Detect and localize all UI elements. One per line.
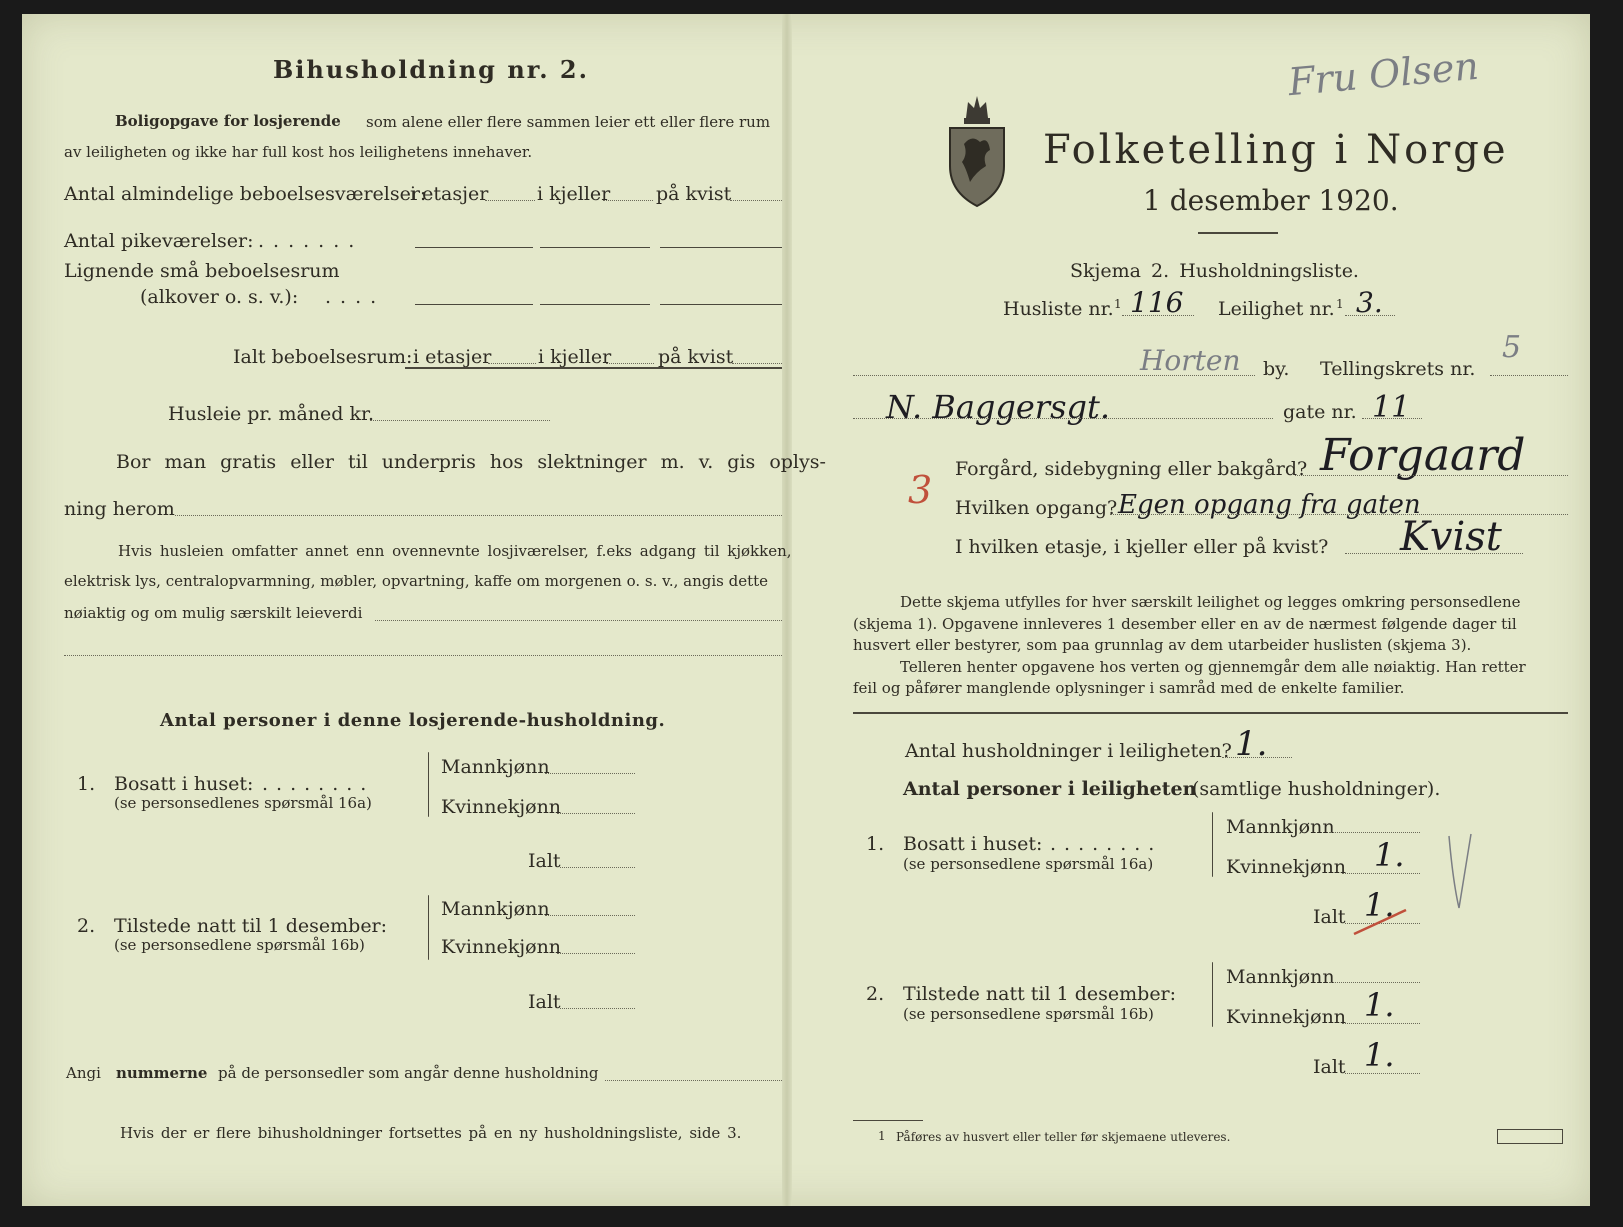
leilighet-sup: 1	[1336, 297, 1344, 311]
right-q2-kvinne-value[interactable]: 1.	[1364, 986, 1395, 1024]
info1-line1: Dette skjema utfylles for hver særskilt leilighet og legges omkring personsedlene	[900, 593, 1521, 611]
krets-value[interactable]: 5	[1502, 330, 1522, 365]
alkover-kjeller-field[interactable]	[540, 304, 650, 305]
opgang-label: Hvilken opgang?	[955, 497, 1118, 519]
left-q2-sub: (se personsedlene spørsmål 16b)	[114, 936, 365, 954]
left-q1-kvinne: Kvinnekjønn	[441, 796, 562, 818]
by-value[interactable]: Horten	[1140, 344, 1241, 377]
hush-field	[1222, 757, 1292, 758]
info1-line3: husvert eller bestyrer, som paa grunnlag av dem utarbeider huslisten (skjema 3).	[853, 636, 1472, 654]
husliste-label: Husliste nr.	[1003, 298, 1114, 320]
intro-line2: av leiligheten og ikke har full kost hos leilighetens innehaver.	[64, 143, 533, 161]
left-q2-label: Tilstede natt til 1 desember:	[114, 915, 388, 937]
leilighet-field	[1345, 315, 1395, 316]
husleien-field-2[interactable]	[64, 655, 782, 656]
angi-post: på de personsedler som angår denne husholdning	[218, 1064, 599, 1082]
pike-etasjer-field[interactable]	[415, 247, 533, 248]
husleien-line2: elektrisk lys, centralopvarmning, møbler, opvartning, kaffe om morgenen o. s. v., angis dette	[64, 572, 769, 590]
right-q1-label: Bosatt i huset:	[903, 833, 1043, 855]
alkover-leader: ....	[325, 286, 386, 308]
gate-value[interactable]: N. Baggersgt.	[886, 388, 1111, 426]
right-q1-num: 1.	[866, 833, 885, 855]
rooms-etasjer: i etasjer	[410, 183, 489, 205]
right-q1-mann: Mannkjønn	[1226, 816, 1335, 838]
pike-label: Antal pikeværelser:	[64, 230, 254, 252]
right-date: 1 desember 1920.	[1143, 184, 1399, 217]
small-rooms-label: Lignende små beboelsesrum	[64, 260, 340, 282]
right-persons-bold: Antal personer i leiligheten	[903, 778, 1197, 800]
etasje-label: I hvilken etasje, i kjeller eller på kvist?	[955, 536, 1329, 558]
left-q2-mann: Mannkjønn	[441, 898, 550, 920]
ialt-kvist: på kvist	[658, 346, 734, 368]
etasje-field	[1345, 553, 1523, 554]
red-check-icon	[1352, 906, 1408, 936]
left-q2-ialt-field[interactable]	[560, 1008, 635, 1009]
husliste-value[interactable]: 116	[1130, 286, 1184, 319]
pike-kjeller-field[interactable]	[540, 247, 650, 248]
right-q1-kvinne: Kvinnekjønn	[1226, 856, 1347, 878]
right-q1-ialt: Ialt	[1313, 906, 1346, 928]
right-q2-label: Tilstede natt til 1 desember:	[903, 983, 1177, 1005]
left-footer: Hvis der er flere bihusholdninger fortsettes på en ny husholdningsliste, side 3.	[120, 1124, 742, 1142]
ialt-etasjer: i etasjer	[413, 346, 492, 368]
right-q2-kvinne-field	[1342, 1023, 1420, 1024]
rooms-kvist-field[interactable]	[730, 200, 782, 201]
right-q2-num: 2.	[866, 983, 885, 1005]
right-q2-sub: (se personsedlene spørsmål 16b)	[903, 1005, 1154, 1023]
pike-leader: .......	[258, 230, 364, 252]
ialt-kvist-field[interactable]	[732, 363, 782, 364]
opgang-value[interactable]: Egen opgang fra gaten	[1118, 490, 1421, 520]
husliste-sup: 1	[1114, 297, 1122, 311]
forgard-label: Forgård, sidebygning eller bakgård?	[955, 458, 1308, 480]
by-field	[853, 375, 1255, 376]
husleie-label: Husleie pr. måned kr.	[168, 403, 375, 425]
gate-field	[853, 418, 1273, 419]
alkover-label: (alkover o. s. v.):	[140, 286, 299, 308]
left-q2-kvinne: Kvinnekjønn	[441, 936, 562, 958]
left-q1-label: Bosatt i huset:	[114, 773, 254, 795]
left-q2-ialt: Ialt	[528, 991, 561, 1013]
ialt-underline	[405, 367, 782, 369]
left-persons-title: Antal personer i denne losjerende-husholdning.	[160, 710, 666, 731]
info1-line2: (skjema 1). Opgavene innleveres 1 desember eller en av de nærmest følgende dager til	[853, 615, 1517, 633]
right-q2-mann: Mannkjønn	[1226, 966, 1335, 988]
right-q1-leader: ........	[1050, 833, 1163, 855]
right-q2-kvinne: Kvinnekjønn	[1226, 1006, 1347, 1028]
left-title: Bihusholdning nr. 2.	[273, 55, 589, 84]
corner-note: Fru Olsen	[1286, 43, 1481, 105]
intro-line1: som alene eller flere sammen leier ett eller flere rum	[366, 113, 771, 131]
ialt-rooms-label: Ialt beboelsesrum:	[233, 346, 413, 368]
left-q2-num: 2.	[77, 915, 96, 937]
right-persons-rest: (samtlige husholdninger).	[1192, 778, 1441, 800]
left-q2-kvinne-field[interactable]	[557, 953, 635, 954]
angi-field[interactable]	[605, 1080, 782, 1081]
forgard-field	[1295, 475, 1568, 476]
left-q2-mann-field[interactable]	[545, 915, 635, 916]
right-q1-brace	[1212, 812, 1213, 877]
alkover-etasjer-field[interactable]	[415, 304, 533, 305]
hush-value[interactable]: 1.	[1235, 724, 1268, 764]
gate-nr-value[interactable]: 11	[1372, 390, 1411, 425]
rooms-kjeller-field[interactable]	[603, 200, 653, 201]
left-q1-mann: Mannkjønn	[441, 756, 550, 778]
schema-label: Skjema 2. Husholdningsliste.	[1070, 260, 1359, 282]
intro-bold: Boligopgave for losjerende	[115, 112, 341, 130]
left-q1-sub: (se personsedlenes spørsmål 16a)	[114, 794, 372, 812]
info2-line2: feil og påfører manglende oplysninger i samråd med de enkelte familier.	[853, 679, 1405, 697]
gate-label: gate nr.	[1283, 401, 1357, 423]
right-q1-kvinne-field	[1342, 873, 1420, 874]
husleien-line1: Hvis husleien omfatter annet enn ovennevnte losjiværelser, f.eks adgang til kjøkken,	[118, 542, 792, 560]
right-q1-sub: (se personsedlene spørsmål 16a)	[903, 855, 1154, 873]
husleien-field[interactable]	[375, 620, 782, 621]
ialt-kjeller: i kjeller	[538, 346, 612, 368]
left-q1-leader: ........	[262, 773, 375, 795]
right-q2-ialt-field	[1345, 1073, 1420, 1074]
title-divider	[1198, 232, 1278, 234]
info-divider	[853, 712, 1568, 714]
info2-line1: Telleren henter opgavene hos verten og gjennemgår dem alle nøiaktig. Han retter	[900, 658, 1526, 676]
leilighet-value[interactable]: 3.	[1356, 286, 1383, 319]
ialt-kjeller-field[interactable]	[606, 363, 654, 364]
hush-label: Antal husholdninger i leiligheten?	[905, 740, 1232, 762]
forgard-value[interactable]: Forgaard	[1320, 430, 1526, 481]
left-q1-brace	[428, 752, 429, 817]
ialt-etasjer-field[interactable]	[488, 363, 536, 364]
gate-nr-field	[1362, 418, 1422, 419]
footnote-text: Påføres av husvert eller teller før skjemaene utleveres.	[896, 1130, 1231, 1144]
left-q1-mann-field[interactable]	[545, 773, 635, 774]
page-fold	[782, 14, 792, 1206]
right-title: Folketelling i Norge	[1043, 127, 1509, 173]
rooms-etasjer-field[interactable]	[485, 200, 535, 201]
left-q1-ialt: Ialt	[528, 850, 561, 872]
angi-bold: nummerne	[116, 1064, 208, 1082]
husleie-field[interactable]	[370, 420, 550, 421]
left-q2-brace	[428, 895, 429, 960]
right-q1-kvinne-value[interactable]: 1.	[1374, 836, 1405, 874]
husleien-line3: nøiaktig og om mulig særskilt leieverdi	[64, 604, 363, 622]
gratis-line2: ning herom	[64, 498, 175, 520]
rooms-label: Antal almindelige beboelsesværelser:	[64, 183, 427, 205]
printer-stamp	[1497, 1129, 1563, 1144]
left-q1-kvinne-field[interactable]	[557, 813, 635, 814]
angi-pre: Angi	[66, 1064, 101, 1082]
left-q1-ialt-field[interactable]	[560, 867, 635, 868]
right-q1-mann-field[interactable]	[1330, 832, 1420, 833]
footnote-rule	[853, 1120, 923, 1121]
alkover-kvist-field[interactable]	[660, 304, 782, 305]
right-q1-ialt-value[interactable]: 1.	[1364, 886, 1395, 924]
red-mark: 3	[908, 468, 933, 512]
leilighet-label: Leilighet nr.	[1218, 298, 1335, 320]
right-q2-mann-field[interactable]	[1330, 982, 1420, 983]
pike-kvist-field[interactable]	[660, 247, 782, 248]
right-q2-ialt-value[interactable]: 1.	[1364, 1036, 1395, 1074]
footnote-mark: 1	[878, 1129, 886, 1143]
right-q2-brace	[1212, 962, 1213, 1027]
right-q2-ialt: Ialt	[1313, 1056, 1346, 1078]
rooms-kjeller: i kjeller	[537, 183, 611, 205]
left-q1-num: 1.	[77, 773, 96, 795]
krets-label: Tellingskrets nr.	[1320, 358, 1476, 380]
pencil-tick-icon	[1445, 832, 1475, 912]
rooms-kvist: på kvist	[656, 183, 732, 205]
gratis-line1: Bor man gratis eller til underpris hos slektninger m. v. gis oplys-	[116, 451, 826, 473]
etasje-value[interactable]: Kvist	[1400, 514, 1502, 560]
by-label: by.	[1263, 358, 1290, 380]
coat-of-arms-icon	[946, 88, 1008, 210]
krets-field	[1490, 375, 1568, 376]
husliste-field	[1122, 315, 1194, 316]
gratis-field[interactable]	[175, 515, 782, 516]
